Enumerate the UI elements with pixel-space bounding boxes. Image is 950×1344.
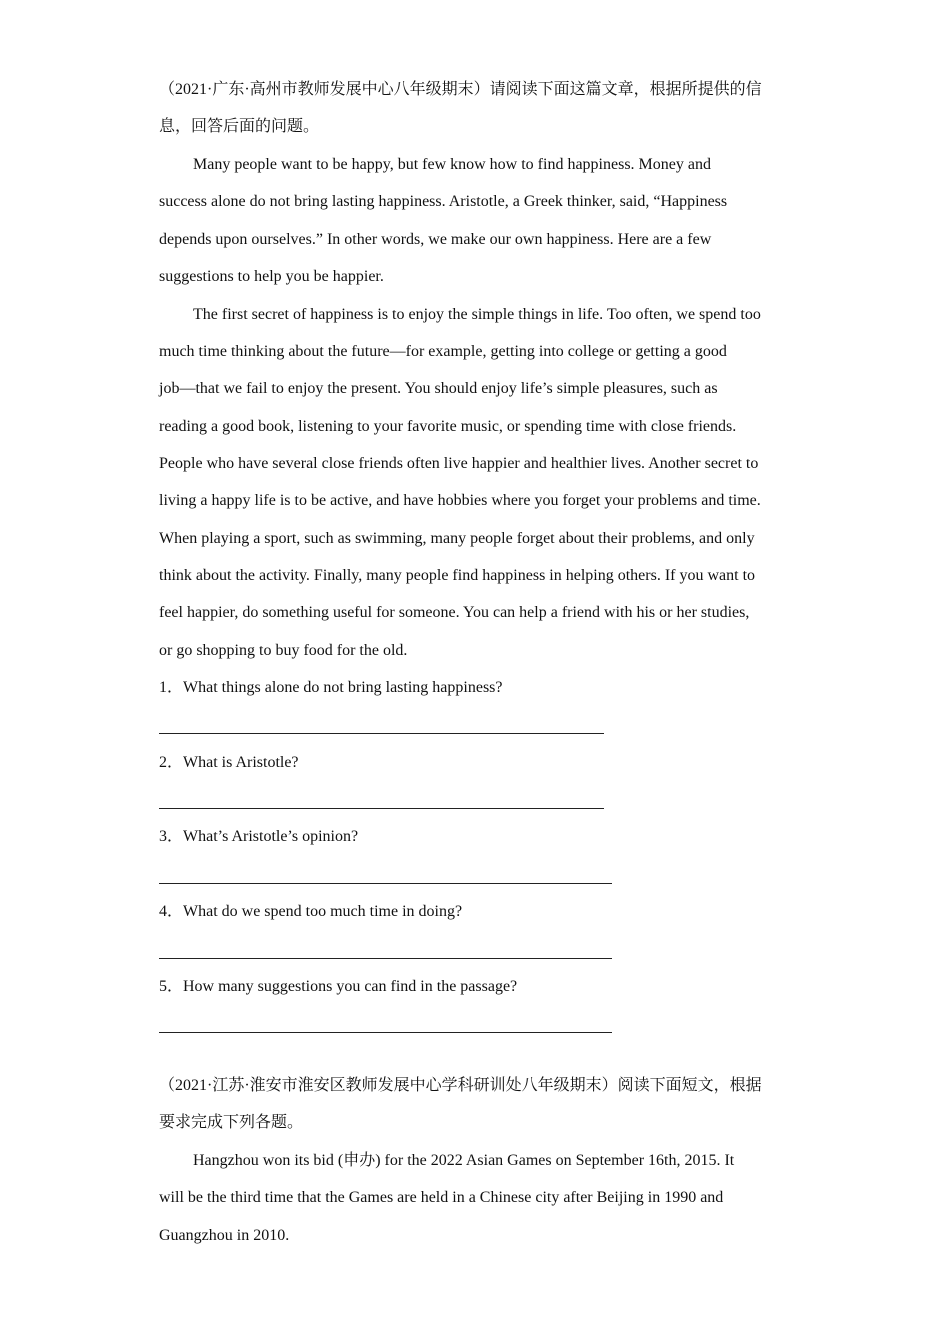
passage2-line: reading a good book, listening to your favorite music, or spending time with close friends. (159, 418, 737, 435)
passage3-line: will be the third time that the Games are held in a Chinese city after Beijing in 1990 and (159, 1189, 724, 1206)
passage2-line: feel happier, do something useful for someone. You can help a friend with his or her studies, (159, 604, 750, 621)
question-5: 5．How many suggestions you can find in the passage? (159, 978, 518, 995)
answer-blank-2[interactable] (159, 808, 604, 809)
passage3-line: Guangzhou in 2010. (159, 1227, 290, 1244)
question-1: 1．What things alone do not bring lasting happiness? (159, 679, 503, 696)
section1-intro-line: 息，回答后面的问题。 (159, 118, 320, 135)
question-4: 4．What do we spend too much time in doing? (159, 903, 463, 920)
section1-intro-line: （2021·广东·高州市教师发展中心八年级期末）请阅读下面这篇文章，根据所提供的信 (159, 81, 762, 98)
passage1-line: depends upon ourselves.” In other words, we make our own happiness. Here are a few (159, 231, 712, 248)
passage2-line: job—that we fail to enjoy the present. You should enjoy life’s simple pleasures, such as (159, 380, 718, 397)
question-2: 2．What is Aristotle? (159, 754, 299, 771)
answer-blank-4[interactable] (159, 958, 612, 959)
passage2-line: think about the activity. Finally, many people find happiness in helping others. If you want to (159, 567, 756, 584)
passage2-line: When playing a sport, such as swimming, many people forget about their problems, and only (159, 530, 755, 547)
passage1-line: success alone do not bring lasting happiness. Aristotle, a Greek thinker, said, “Happiness (159, 193, 728, 210)
answer-blank-3[interactable] (159, 883, 612, 884)
question-3: 3．What’s Aristotle’s opinion? (159, 828, 359, 845)
passage1-line: suggestions to help you be happier. (159, 268, 384, 285)
passage2-line: The first secret of happiness is to enjoy the simple things in life. Too often, we spend too (193, 306, 761, 323)
section2-intro-line: （2021·江苏·淮安市淮安区教师发展中心学科研训处八年级期末）阅读下面短文，根据 (159, 1077, 762, 1094)
passage2-line: much time thinking about the future—for example, getting into college or getting a good (159, 343, 727, 360)
answer-blank-1[interactable] (159, 733, 604, 734)
passage2-line: living a happy life is to be active, and have hobbies where you forget your problems and time. (159, 492, 761, 509)
section2-intro-line: 要求完成下列各题。 (159, 1114, 304, 1131)
passage2-line: or go shopping to buy food for the old. (159, 642, 408, 659)
passage2-line: People who have several close friends often live happier and healthier lives. Another secret to (159, 455, 759, 472)
passage3-line: Hangzhou won its bid (申办) for the 2022 Asian Games on September 16th, 2015. It (193, 1152, 735, 1169)
passage1-line: Many people want to be happy, but few know how to find happiness. Money and (193, 156, 711, 173)
answer-blank-5[interactable] (159, 1032, 612, 1033)
